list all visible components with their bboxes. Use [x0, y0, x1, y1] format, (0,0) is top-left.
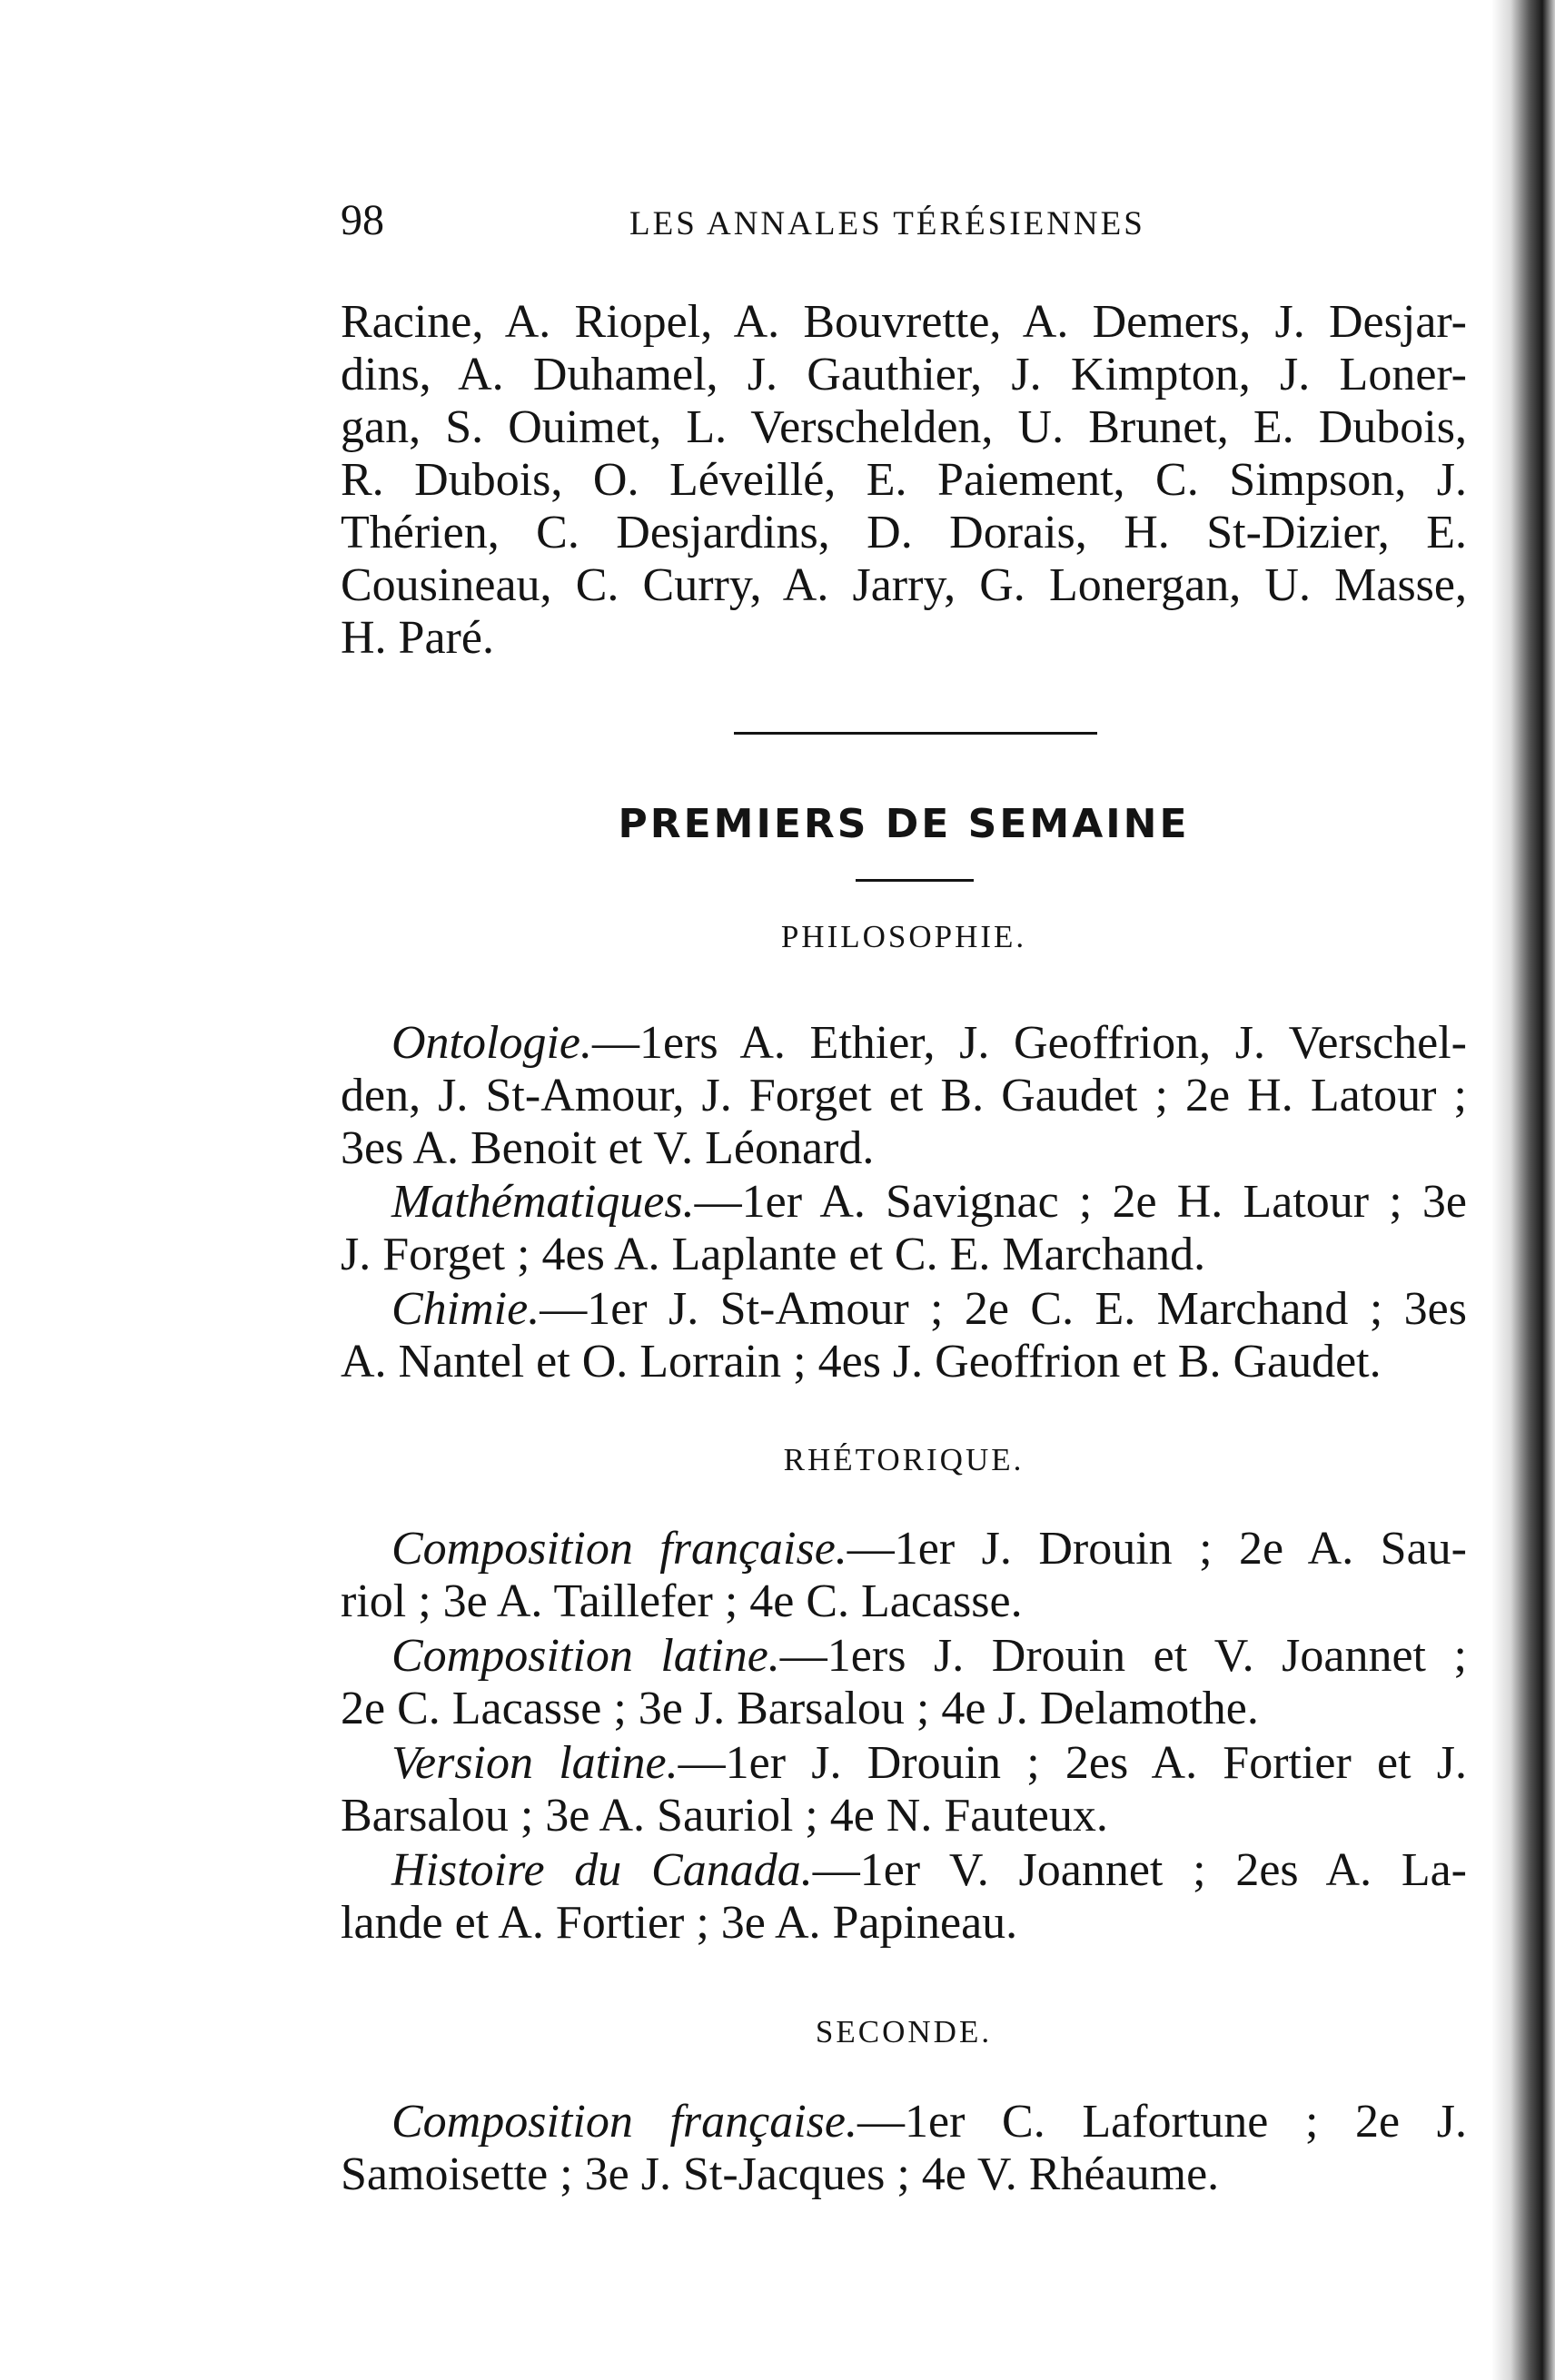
subject-label: Version latine. [391, 1737, 678, 1789]
entry-histoire-du-canada [341, 1844, 1467, 1950]
intro-line: H. Paré. [341, 612, 494, 664]
subject-label: Histoire du Canada. [391, 1844, 813, 1896]
entry-seconde-composition-francaise [341, 2096, 1467, 2201]
entry-chimie [341, 1283, 1467, 1388]
entry-text: Samoisette ; 3e J. St-Jacques ; 4e V. Rhéaume. [341, 2148, 1220, 2200]
entry-text: lande et A. Fortier ; 3e A. Papineau. [341, 1897, 1018, 1949]
entry-text: riol ; 3e A. Taillefer ; 4e C. Lacasse. [341, 1575, 1023, 1627]
page-header [341, 195, 1249, 250]
entry-text: 3es A. Benoit et V. Léonard. [341, 1122, 875, 1174]
entry-version-latine [341, 1737, 1467, 1842]
entry-text: —1er J. Drouin ; 2es A. Fortier et J. [678, 1737, 1468, 1789]
subsection-title-rhetorique: RHÉTORIQUE. [783, 1442, 1025, 1477]
entry-text: J. Forget ; 4es A. Laplante et C. E. Marchand. [341, 1229, 1206, 1280]
subsection-title-philosophie: PHILOSOPHIE. [780, 919, 1027, 954]
subject-label: Composition française. [391, 2096, 857, 2148]
entry-text: —1er C. Lafortune ; 2e J. [857, 2096, 1467, 2148]
entry-composition-latine [341, 1630, 1467, 1735]
entry-text: —1er V. Joannet ; 2es A. La- [812, 1844, 1467, 1896]
book-binding-edge [1491, 0, 1555, 2380]
intro-line: R. Dubois, O. Léveillé, E. Paiement, C. Simpson, J. [341, 454, 1467, 506]
title-underline [856, 879, 974, 882]
entry-mathematiques [341, 1176, 1467, 1281]
entry-text: den, J. St-Amour, J. Forget et B. Gaudet ; 2e H. Latour ; [341, 1070, 1467, 1121]
running-title: LES ANNALES TÉRÉSIENNES [629, 205, 1145, 242]
intro-line: Thérien, C. Desjardins, D. Dorais, H. St-Dizier, E. [341, 507, 1467, 558]
entry-text: —1ers J. Drouin et V. Joannet ; [779, 1630, 1467, 1682]
page-number: 98 [341, 196, 384, 244]
subject-label: Composition latine. [391, 1630, 780, 1682]
entry-text: A. Nantel et O. Lorrain ; 4es J. Geoffrion et B. Gaudet. [341, 1336, 1382, 1388]
subject-label: Ontologie. [391, 1017, 592, 1069]
entry-composition-francaise [341, 1523, 1467, 1628]
entry-text: Barsalou ; 3e A. Sauriol ; 4e N. Fauteux. [341, 1790, 1108, 1842]
entry-ontologie [341, 1017, 1467, 1175]
intro-paragraph [341, 296, 1467, 665]
entry-text: —1er A. Savignac ; 2e H. Latour ; 3e [694, 1176, 1467, 1228]
intro-line: Cousineau, C. Curry, A. Jarry, G. Lonergan, U. Masse, [341, 559, 1467, 611]
entry-text: —1er J. St-Amour ; 2e C. E. Marchand ; 3es [540, 1283, 1467, 1335]
entry-text: 2e C. Lacasse ; 3e J. Barsalou ; 4e J. Delamothe. [341, 1683, 1259, 1734]
section-title: PREMIERS DE SEMAINE [618, 801, 1190, 847]
intro-line: gan, S. Ouimet, L. Verschelden, U. Brunet, E. Dubois, [341, 401, 1467, 453]
entry-text: —1ers A. Ethier, J. Geoffrion, J. Verschel- [591, 1017, 1467, 1069]
subject-label: Composition française. [391, 1523, 847, 1575]
section-divider [734, 732, 1097, 735]
entry-text: —1er J. Drouin ; 2e A. Sau- [847, 1523, 1467, 1575]
subject-label: Mathématiques. [391, 1176, 695, 1228]
intro-line: dins, A. Duhamel, J. Gauthier, J. Kimpton, J. Loner- [341, 349, 1467, 400]
intro-line: Racine, A. Riopel, A. Bouvrette, A. Demers, J. Desjar- [341, 296, 1467, 348]
subject-label: Chimie. [391, 1283, 540, 1335]
subsection-title-seconde: SECONDE. [815, 2014, 993, 2049]
